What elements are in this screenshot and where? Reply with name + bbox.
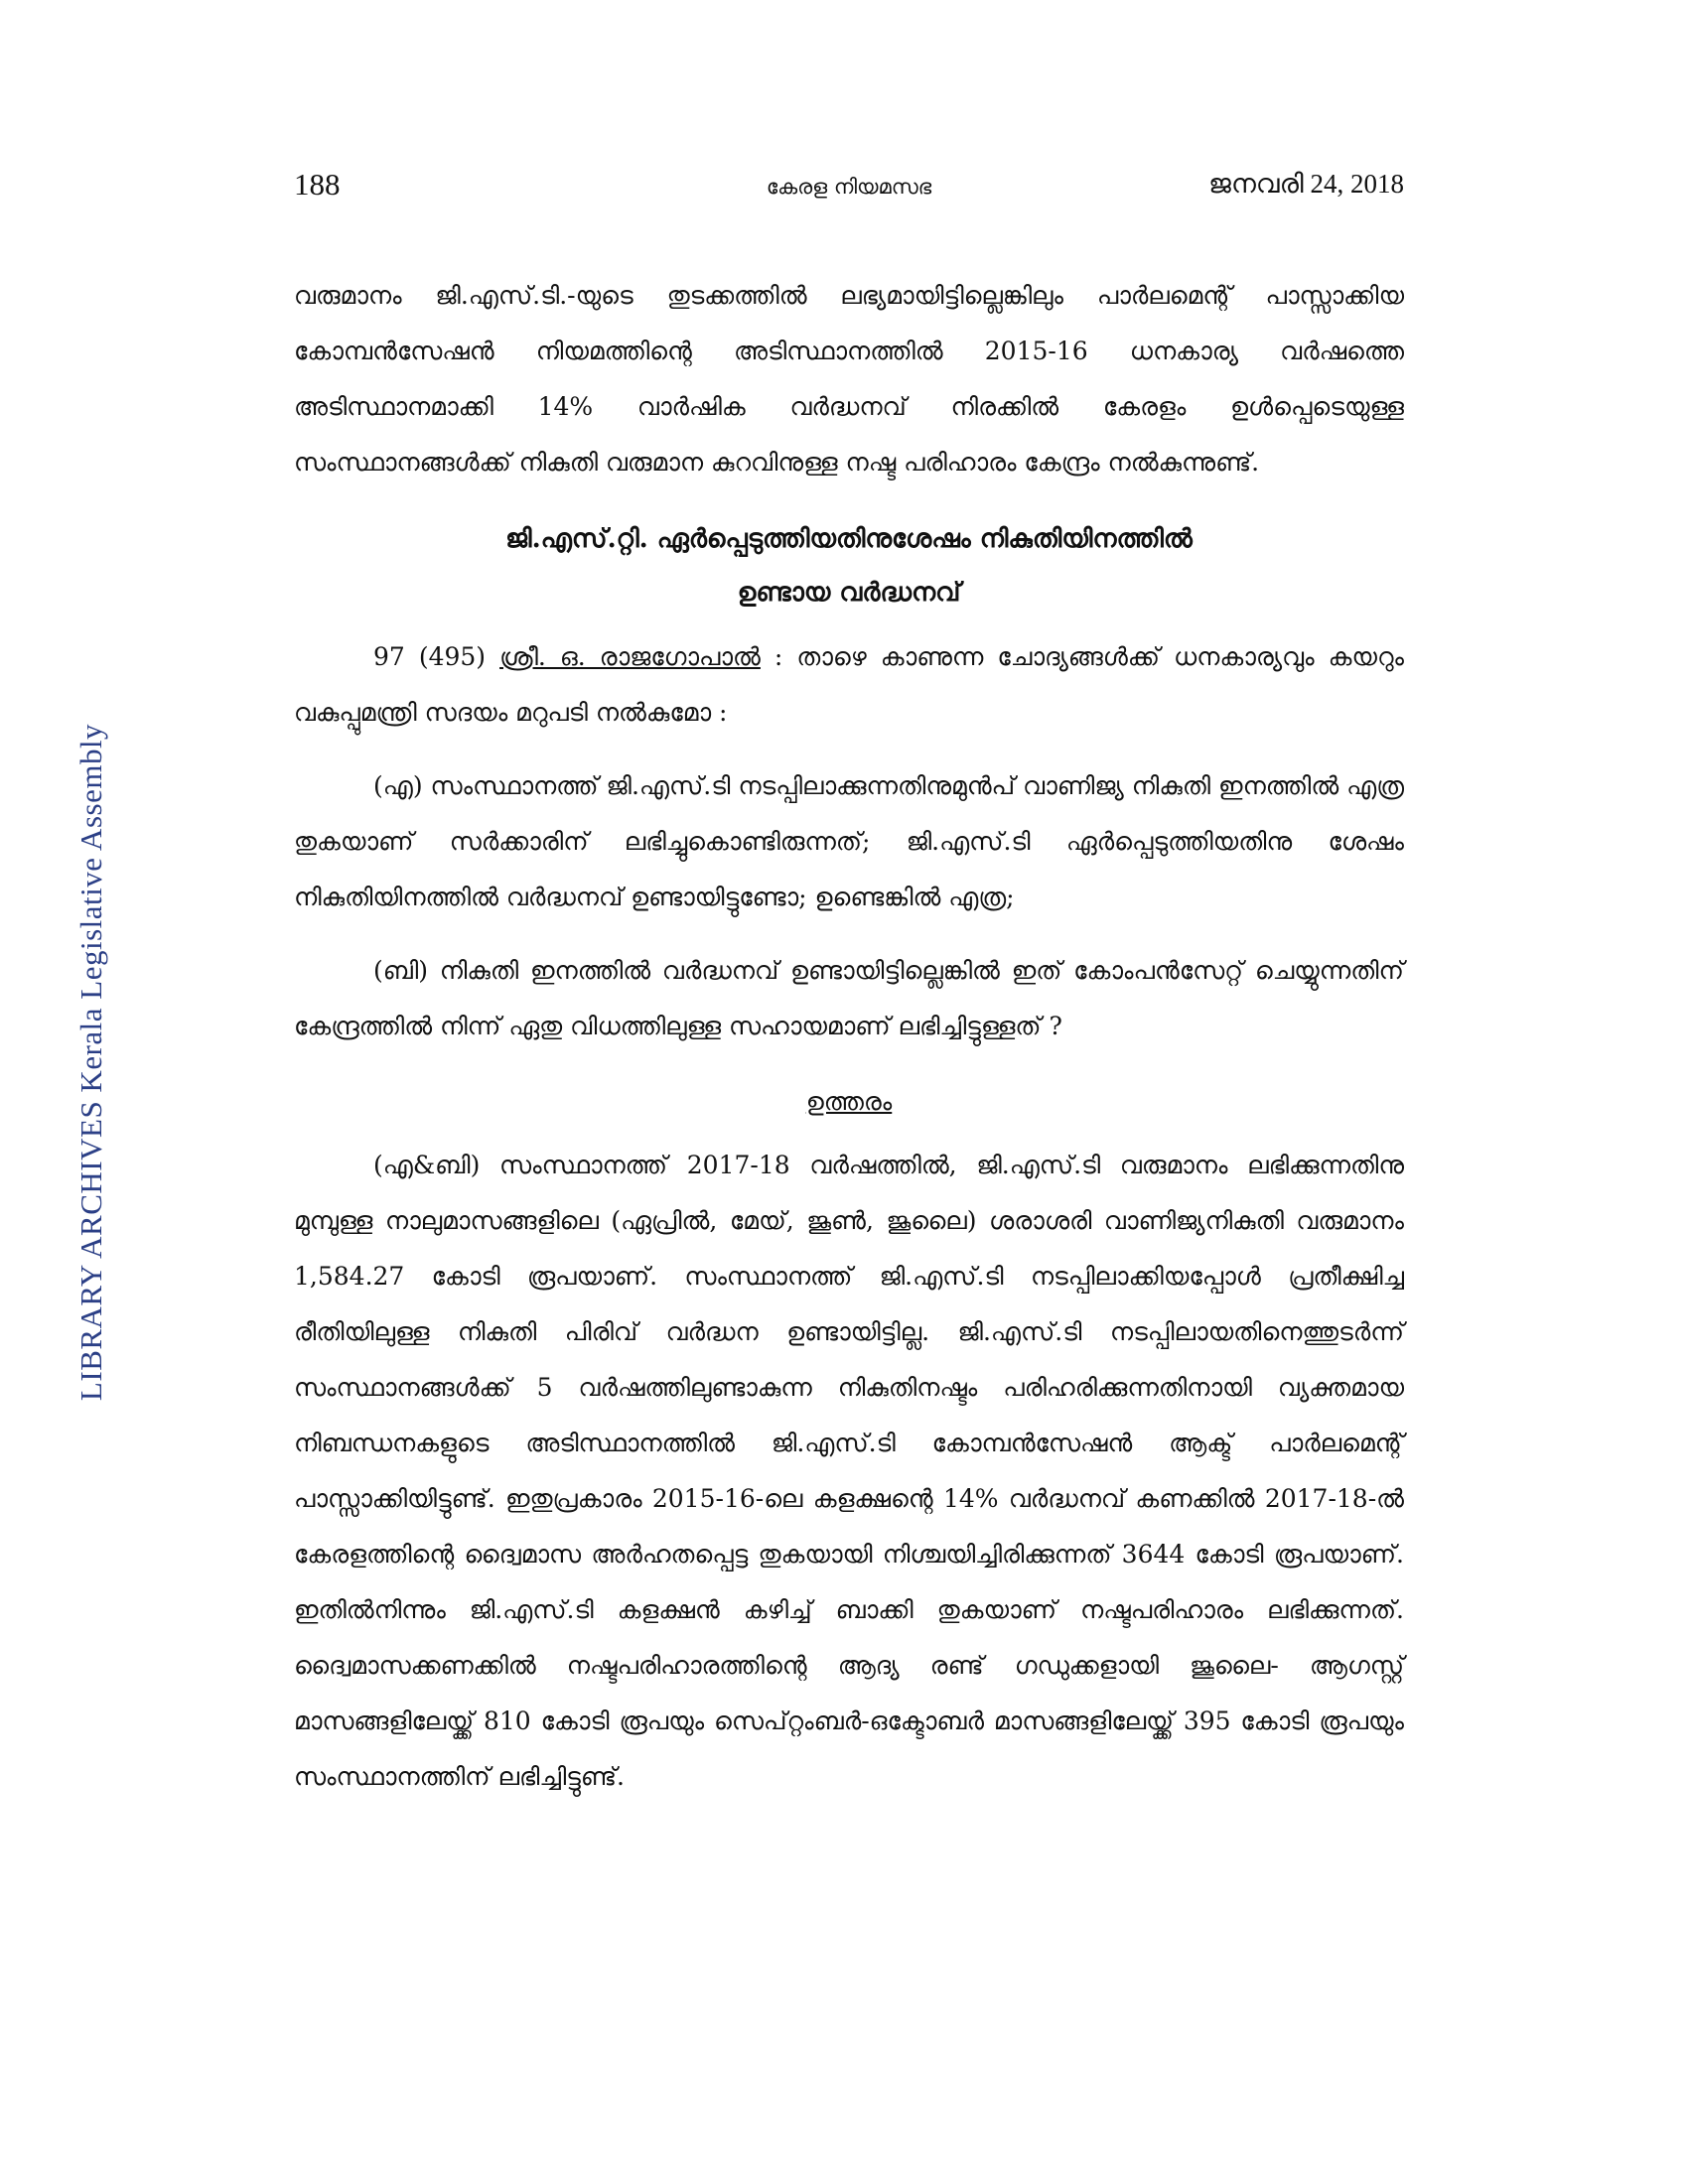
intro-paragraph: വരുമാനം ജി.എസ്.ടി.-യുടെ തുടക്കത്തിൽ ലഭ്യമായിട്ടില്ലെങ്കിലും പാർലമെന്റ് പാസ്സാക്കിയ കോമ്പൻസേഷൻ നിയമത്തിന്റെ അടിസ്ഥാനത്തിൽ 2015-16 ധനകാര്യ വർഷത്തെ അടിസ്ഥാനമാക്കി 14% വാർഷിക വർദ്ധനവ് നിരക്കിൽ കേരളം ഉൾപ്പെടെയുള്ള സംസ്ഥാനങ്ങൾക്ക് നികുതി വരുമാന കുറവിനുള്ള നഷ്ട പരിഹാരം കേന്ദ്രം നൽകുന്നുണ്ട്.: [294, 281, 1404, 477]
header-date: ജനവരി 24, 2018: [1208, 169, 1404, 199]
answer-text: (എ&ബി) സംസ്ഥാനത്ത് 2017-18 വർഷത്തിൽ, ജി.എസ്.ടി വരുമാനം ലഭിക്കുന്നതിനു മുമ്പുള്ള നാലുമാസങ്ങളിലെ (ഏപ്രിൽ, മേയ്, ജൂൺ, ജൂലൈ) ശരാശരി വാണിജ്യനികുതി വരുമാനം 1,584.27 കോടി രൂപയാണ്. സംസ്ഥാനത്ത് ജി.എസ്.ടി നടപ്പിലാക്കിയപ്പോൾ പ്രതീക്ഷിച്ച രീതിയിലുള്ള നികുതി പിരിവ് വർദ്ധന ഉണ്ടായിട്ടില്ല. ജി.എസ്.ടി നടപ്പിലായതിനെത്തുടർന്ന് സംസ്ഥാനങ്ങൾക്ക് 5 വർഷത്തിലുണ്ടാകുന്ന നികുതിനഷ്ടം പരിഹരിക്കുന്നതിനായി വ്യക്തമായ നിബന്ധനകളുടെ അടിസ്ഥാനത്തിൽ ജി.എസ്.ടി കോമ്പൻസേഷൻ ആക്ട് പാർലമെന്റ് പാസ്സാക്കിയിട്ടുണ്ട്. ഇതുപ്രകാരം 2015-16-ലെ കളക്ഷന്റെ 14% വർദ്ധനവ് കണക്കിൽ 2017-18-ൽ കേരളത്തിന്റെ ദ്വൈമാസ അർഹതപ്പെട്ട തുകയായി നിശ്ചയിച്ചിരിക്കുന്നത് 3644 കോടി രൂപയാണ്. ഇതിൽനിന്നും ജി.എസ്.ടി കളക്ഷൻ കഴിച്ച് ബാക്കി തുകയാണ് നഷ്ടപരിഹാരം ലഭിക്കുന്നത്. ദ്വൈമാസക്കണക്കിൽ നഷ്ടപരിഹാരത്തിന്റെ ആദ്യ രണ്ട് ഗഡുക്കളായി ജൂലൈ- ആഗസ്റ്റ് മാസങ്ങളിലേയ്ക്ക് 810 കോടി രൂപയും സെപ്റ്റംബർ-ഒക്ടോബർ മാസങ്ങളിലേയ്ക്ക് 395 കോടി രൂപയും സംസ്ഥാനത്തിന് ലഭിച്ചിട്ടുണ്ട്.: [294, 1151, 1404, 1791]
question-number: 97 (495): [373, 642, 487, 671]
answer-heading: ഉത്തരം: [805, 1087, 893, 1116]
archive-watermark-text: LIBRARY ARCHIVES Kerala Legislative Assembly: [73, 723, 108, 1402]
page-number: 188: [294, 167, 341, 202]
section-heading-line2: ഉണ്ടായ വർദ്ധനവ്: [737, 578, 961, 608]
member-name: ശ്രീ. ഒ. രാജഗോപാൽ: [499, 642, 761, 671]
question-part-a: (എ) സംസ്ഥാനത്ത് ജി.എസ്.ടി നടപ്പിലാക്കുന്നതിനുമുൻപ് വാണിജ്യ നികുതി ഇനത്തിൽ എത്ര തുകയാണ് സർക്കാരിന് ലഭിച്ചുകൊണ്ടിരുന്നത്; ജി.എസ്.ടി ഏർപ്പെടുത്തിയതിനു ശേഷം നികുതിയിനത്തിൽ വർദ്ധനവ് ഉണ്ടായിട്ടുണ്ടോ; ഉണ്ടെങ്കിൽ എത്ര;: [294, 771, 1404, 911]
page-content: [294, 268, 1404, 1805]
header-title: കേരള നിയമസഭ: [766, 175, 932, 199]
page-header: [294, 167, 1404, 216]
question-intro: [294, 629, 1404, 741]
question-text: : താഴെ കാണുന്ന ചോദ്യങ്ങൾക്ക് ധനകാര്യവും കയറും വകുപ്പുമന്ത്രി സദയം മറുപടി നൽകുമോ :: [294, 642, 1405, 727]
section-heading-line1: ജി.എസ്.റ്റി. ഏർപ്പെടുത്തിയതിനുശേഷം നികുതിയിനത്തിൽ: [505, 524, 1193, 554]
question-part-b: (ബി) നികുതി ഇനത്തിൽ വർദ്ധനവ് ഉണ്ടായിട്ടില്ലെങ്കിൽ ഇത് കോംപൻസേറ്റ് ചെയ്യുന്നതിന് കേന്ദ്രത്തിൽ നിന്ന് ഏതു വിധത്തിലുള്ള സഹായമാണ് ലഭിച്ചിട്ടുള്ളത് ?: [294, 956, 1404, 1040]
section-heading: [294, 512, 1404, 619]
